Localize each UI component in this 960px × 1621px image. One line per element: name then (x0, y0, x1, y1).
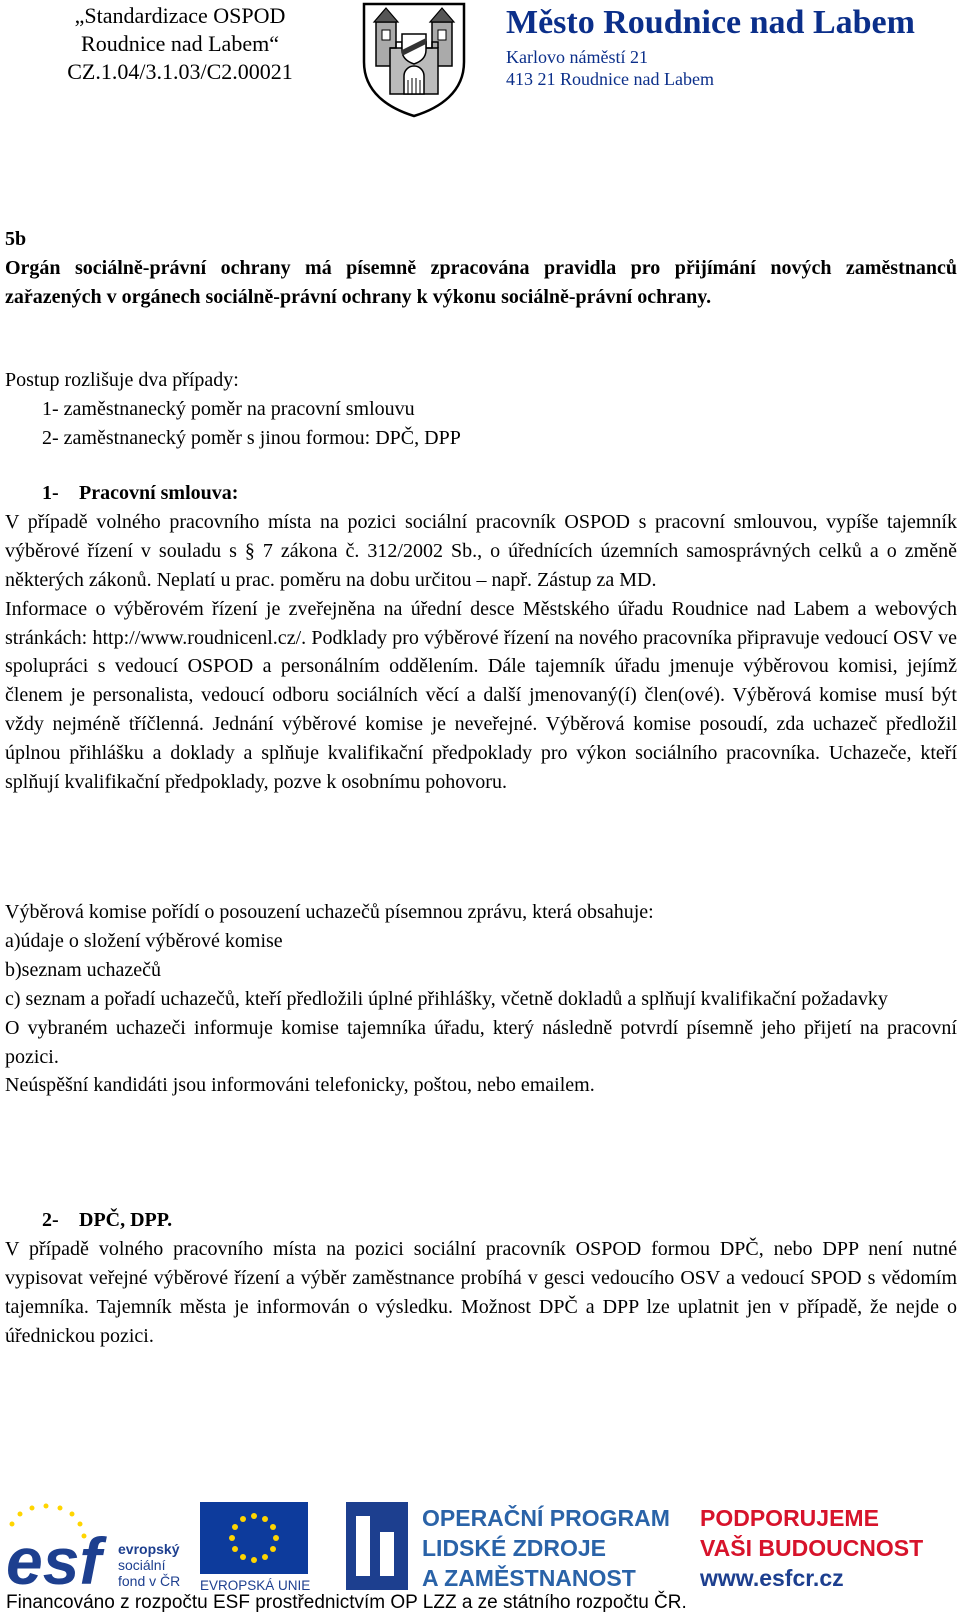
address-postal: 413 21 Roudnice nad Labem (506, 69, 714, 89)
part-1-para-1: V případě volného pracovního místa na pozici sociální pracovník OSPOD s pracovní smlouvou, vypíše tajemník výběrové řízení v souladu s § 7 zákona č. 312/2002 Sb., o úřednících územních samosprávných celků a o změně některých zákonů. Neplatí u prac. poměru na dobu určitou – např. Zástup za MD. (5, 510, 957, 591)
report-item-b: b)seznam uchazečů (5, 958, 162, 981)
eu-label: EVROPSKÁ UNIE (200, 1578, 311, 1593)
op-line-2: LIDSKÉ ZDROJE (422, 1535, 607, 1561)
report-block (5, 898, 957, 1100)
part-1-number: 1- (42, 482, 59, 504)
part-1-para-2: Informace o výběrovém řízení je zveřejněna na úřední desce Městského úřadu Roudnice nad Labem a webových stránkách: http://www.roudnicenl.cz/. Podklady pro výběrové řízení na nového pracovníka připravuje vedoucí OSV ve spolupráci s vedoucí OSPOD a personálním oddělením. Dále tajemník úřadu jmenuje výběrovou komisi, jejímž členem je personalista, vedoucí odboru sociálních věcí a další jmenovaný(í) člen(ové). Výběrová komise musí být vždy nejméně tříčlenná. Jednání výběrové komise je neveřejné. Výběrová komise posoudí, zda uchazeč předložil úplnou přihlášku a doklady a splňuje kvalifikační předpoklady pro výkon sociálního pracovníka. Uchazeče, kteří splňují kvalifikační předpoklady, pozve k osobnímu pohovoru. (5, 597, 957, 794)
closing-1: O vybraném uchazeči informuje komise tajemníka úřadu, který následně potvrdí písemně jeho přijetí na pracovní pozici. (5, 1016, 957, 1068)
part-1 (5, 479, 957, 797)
footer-logo-strip (0, 1502, 960, 1597)
esf-line-3: fond v ČR (118, 1573, 181, 1589)
city-coat-of-arms-icon (360, 0, 468, 118)
project-title-line1: „Standardizace OSPOD (74, 3, 286, 28)
support-url: www.esfcr.cz (700, 1565, 844, 1591)
closing-2: Neúspěšní kandidáti jsou informováni telefonicky, poštou, nebo emailem. (5, 1074, 595, 1097)
project-info (0, 2, 360, 86)
support-line-1: PODPORUJEME (700, 1505, 879, 1531)
esf-line-2: sociální (118, 1557, 166, 1573)
esf-line-1: evropský (118, 1541, 180, 1557)
section-5b (5, 225, 957, 312)
part-2-number: 2- (42, 1209, 59, 1231)
project-code: CZ.1.04/3.1.03/C2.00021 (67, 59, 293, 84)
intro-block (5, 366, 957, 453)
esf-big-text: esf (6, 1524, 102, 1597)
intro-case-1: 1- zaměstnanecký poměr na pracovní smlouvu (42, 397, 415, 420)
op-line-1: OPERAČNÍ PROGRAM (422, 1505, 670, 1531)
support-slogan-logo (699, 1505, 923, 1591)
intro-case-2: 2- zaměstnanecký poměr s jinou formou: DPČ, DPP (42, 426, 461, 449)
op-lzz-logo (346, 1502, 670, 1591)
report-item-c: c) seznam a pořadí uchazečů, kteří předložili úplné přihlášky, včetně dokladů a splňují kvalifikační požadavky (5, 987, 888, 1010)
part-1-title: Pracovní smlouva: (79, 482, 239, 504)
op-line-3: A ZAMĚSTNANOST (422, 1565, 636, 1591)
eu-flag-logo (200, 1502, 310, 1593)
part-2-para: V případě volného pracovního místa na pozici sociální pracovník OSPOD formou DPČ, nebo DPP není nutné vypisovat veřejné výběrové řízení a výběr zaměstnance probíhá v gesci vedoucího OSV a vedoucí SPOD s vědomím tajemníka. Tajemník města je informován o výsledku. Možnost DPČ a DPP lze uplatnit jen v případě, že nejde o úřednickou pozici. (5, 1237, 957, 1347)
part-2-heading (5, 1206, 957, 1235)
report-item-a: a)údaje o složení výběrové komise (5, 929, 283, 952)
address-street: Karlovo náměstí 21 (506, 47, 648, 67)
section-id: 5b (5, 228, 27, 250)
report-lead: Výběrová komise pořídí o posouzení uchazečů písemnou zprávu, která obsahuje: (5, 901, 654, 923)
city-address (506, 46, 714, 90)
esf-logo (4, 1502, 180, 1597)
city-name: Město Roudnice nad Labem (506, 4, 915, 41)
project-title-line2: Roudnice nad Labem“ (81, 31, 279, 56)
support-line-2: VAŠI BUDOUCNOST (700, 1535, 924, 1561)
intro-lead: Postup rozlišuje dva případy: (5, 369, 239, 391)
part-2-title: DPČ, DPP. (79, 1209, 173, 1231)
section-heading: Orgán sociálně-právní ochrany má písemně zpracována pravidla pro přijímání nových zaměstnanců zařazených v orgánech sociálně-právní ochrany k výkonu sociálně-právní ochrany. (5, 256, 957, 308)
part-1-heading (5, 479, 957, 508)
part-2 (5, 1206, 957, 1351)
funding-note: Financováno z rozpočtu ESF prostřednictvím OP LZZ a ze státního rozpočtu ČR. (6, 1592, 687, 1613)
